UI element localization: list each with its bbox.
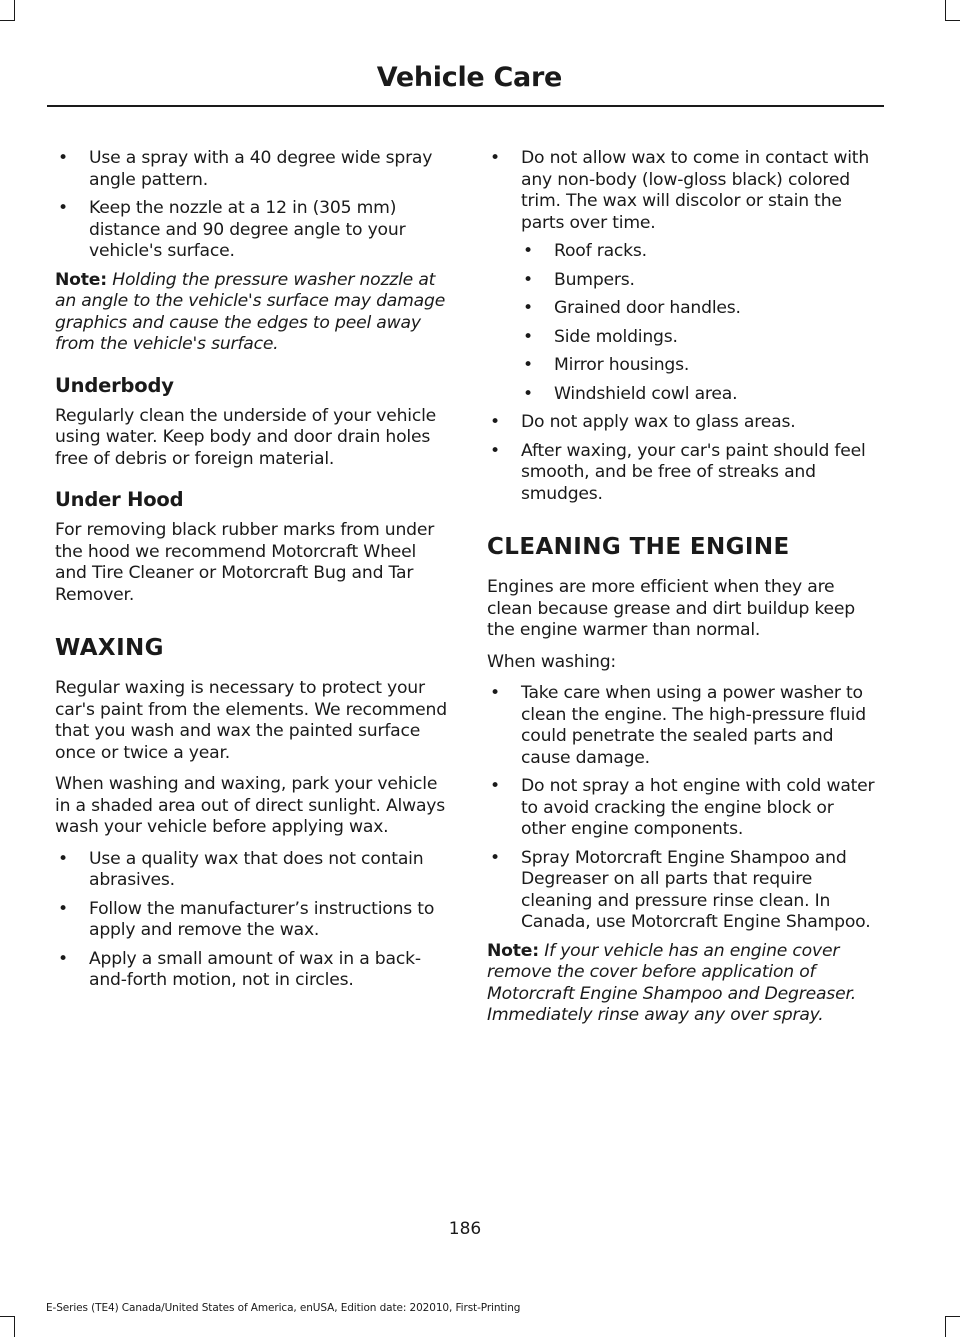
crop-mark <box>0 1316 15 1317</box>
heading-cleaning-the-engine: CLEANING THE ENGINE <box>487 534 790 560</box>
bullet-icon: • <box>523 326 533 347</box>
page-number: 186 <box>448 1219 482 1239</box>
crop-mark <box>945 1316 960 1317</box>
paragraph: When washing: <box>487 651 617 672</box>
footer-edition: E-Series (TE4) Canada/United States of America, enUSA, Edition date: 202010, First-Printing <box>46 1302 521 1314</box>
bullet-icon: • <box>523 383 533 404</box>
crop-mark <box>945 1317 946 1337</box>
bullet-icon: • <box>523 355 533 375</box>
note: Note: Holding the pressure washer nozzle at an angle to the vehicle's surface may damage graphics and cause the edges to peel away from the vehicle's surface. <box>55 269 446 354</box>
heading-underbody: Underbody <box>55 373 174 397</box>
paragraph: Regularly clean the underside of your vehicle using water. Keep body and door drain holes free of debris or foreign material. <box>55 405 437 469</box>
section-title: Vehicle Care <box>376 62 562 93</box>
list-item: • After waxing, your car's paint should feel smooth, and be free of streaks and smudges. <box>490 440 866 504</box>
list-item: • Do not allow wax to come in contact with any non-body (low-gloss black) colored trim. The wax will discolor or stain the parts over time. <box>490 148 870 233</box>
list-item: • Keep the nozzle at a 12 in (305 mm) distance and 90 degree angle to your vehicle's surface. <box>58 198 406 261</box>
crop-mark <box>945 20 960 21</box>
heading-waxing: WAXING <box>55 635 164 661</box>
list-item: • Apply a small amount of wax in a back-and-forth motion, not in circles. <box>58 948 421 990</box>
bullet-icon: • <box>490 847 500 868</box>
list-item: • Spray Motorcraft Engine Shampoo and Degreaser on all parts that require cleaning and pressure rinse clean. In Canada, use Motorcraft Engine Shampoo. <box>490 847 871 932</box>
note: Note: If your vehicle has an engine cover remove the cover before application of Motorcraft Engine Shampoo and Degreaser. Immediately rinse away any over spray. <box>487 940 856 1025</box>
bullet-icon: • <box>490 412 500 432</box>
header-divider <box>47 105 884 107</box>
crop-mark <box>14 0 15 20</box>
bullet-icon: • <box>490 440 500 461</box>
sub-list-item: • Roof racks. <box>523 241 647 261</box>
list-item: • Use a spray with a 40 degree wide spray angle pattern. <box>58 148 433 190</box>
sub-list-item: • Grained door handles. <box>523 298 741 318</box>
bullet-icon: • <box>490 148 500 168</box>
bullet-icon: • <box>58 948 68 969</box>
crop-mark <box>0 20 15 21</box>
bullet-icon: • <box>58 198 68 218</box>
crop-mark <box>14 1317 15 1337</box>
crop-mark <box>945 0 946 20</box>
bullet-icon: • <box>523 269 533 290</box>
bullet-icon: • <box>58 148 68 168</box>
list-item: • Do not apply wax to glass areas. <box>490 412 796 432</box>
paragraph: Regular waxing is necessary to protect your car's paint from the elements. We recommend that you wash and wax the painted surface once or twice a year. <box>55 678 447 763</box>
sub-list-item: • Mirror housings. <box>523 355 690 375</box>
bullet-icon: • <box>523 298 533 318</box>
paragraph: When washing and waxing, park your vehicle in a shaded area out of direct sunlight. Always wash your vehicle before applying wax. <box>55 774 446 837</box>
list-item: • Do not spray a hot engine with cold water to avoid cracking the engine block or other engine components. <box>490 776 875 839</box>
sub-list-item: • Windshield cowl area. <box>523 383 738 404</box>
bullet-icon: • <box>490 683 500 703</box>
sub-list-item: • Bumpers. <box>523 269 635 290</box>
sub-list-item: • Side moldings. <box>523 326 678 347</box>
right-column <box>487 148 881 1037</box>
bullet-icon: • <box>523 241 533 261</box>
list-item: • Use a quality wax that does not contain abrasives. <box>58 848 424 890</box>
left-column <box>55 148 447 999</box>
paragraph: For removing black rubber marks from under the hood we recommend Motorcraft Wheel and Tire Cleaner or Motorcraft Bug and Tar Remover. <box>55 520 435 605</box>
heading-under-hood: Under Hood <box>55 488 184 511</box>
bullet-icon: • <box>58 848 68 869</box>
bullet-icon: • <box>490 776 500 796</box>
list-item: • Follow the manufacturer’s instructions to apply and remove the wax. <box>58 898 435 940</box>
paragraph: Engines are more efficient when they are clean because grease and dirt buildup keep the engine warmer than normal. <box>487 577 856 640</box>
bullet-icon: • <box>58 898 68 919</box>
list-item: • Take care when using a power washer to clean the engine. The high-pressure fluid could penetrate the sealed parts and cause damage. <box>490 683 866 768</box>
